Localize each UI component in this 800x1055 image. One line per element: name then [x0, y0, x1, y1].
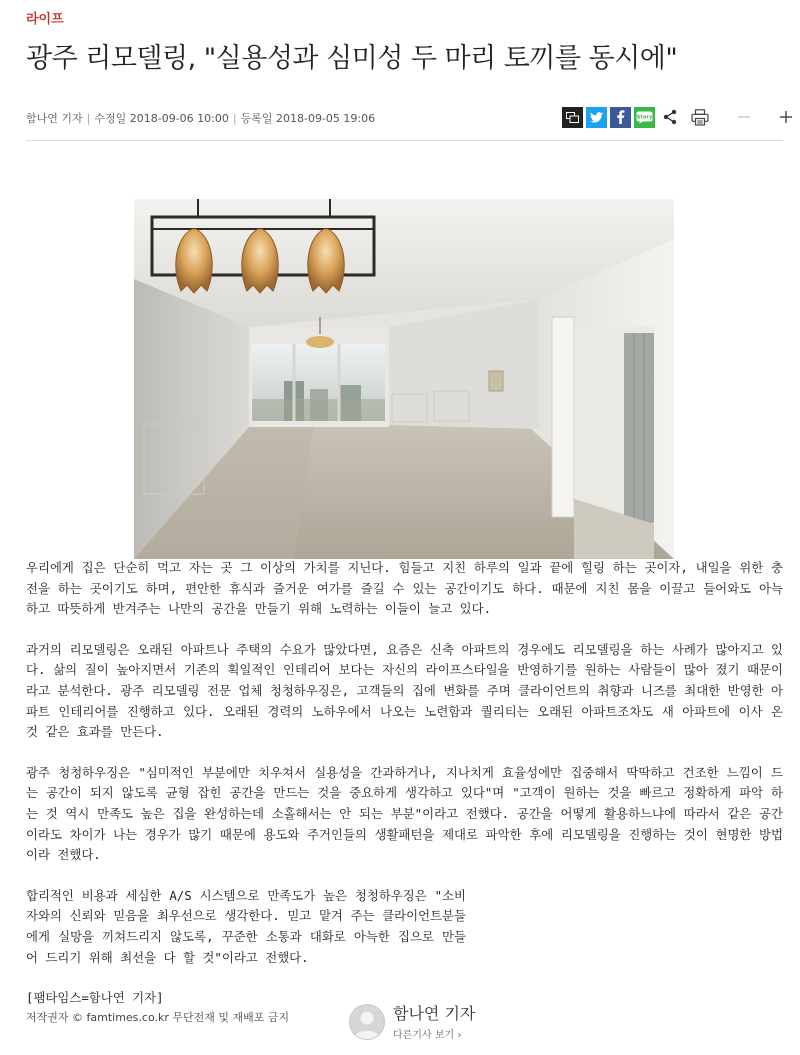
more-articles-link[interactable]: 다른기사 보기 ›	[393, 1030, 462, 1041]
facebook-share-button[interactable]	[610, 107, 631, 128]
copyright-notice: 저작권자 © famtimes.co.kr 무단전재 및 재배포 금지	[26, 1011, 290, 1024]
facebook-icon	[616, 110, 625, 124]
font-increase-icon	[779, 110, 793, 124]
meta-separator: |	[86, 112, 91, 125]
registered-date: 2018-09-05 19:06	[275, 112, 376, 125]
article-paragraph: 과거의 리모델링은 오래된 아파트나 주택의 수요가 많았다면, 요즘은 신축 아파트의 경우에도 리모델링을 하는 사례가 많아지고 있다. 삶의 질이 높아지면서 기존의 획일적인 인테리어 보다는 자신의 라이프스타일을 반영하기를 원하는 사람들이 많아 졌기 때문이라고 분석한다. 광주 리모델링 전문 업체 청청하우징은, 고객들의 집에 변화를 주며 클라이언트의 취향과 니즈를 최대한 반영한 아파트 인테리어를 진행하고 있다. 오래된 경력의 노하우에서 나오는 노련함과 퀄리티는 오래된 아파트조차도 새 아파트에 이사 온 것 같은 효과를 만든다.	[26, 641, 783, 740]
meta-separator: |	[232, 112, 237, 125]
article-meta	[26, 110, 375, 126]
avatar	[349, 1004, 385, 1040]
share-icon	[662, 109, 678, 125]
modified-date: 2018-09-06 10:00	[129, 112, 229, 125]
copy-url-button[interactable]	[562, 107, 583, 128]
kakaostory-icon	[636, 111, 653, 124]
article-paragraph: 광주 청청하우징은 "심미적인 부분에만 치우쳐서 실용성을 간과하거나, 지나치게 효율성에만 집중해서 딱딱하고 건조한 느낌이 드는 공간이 되지 않도록 균형 잡힌 공간을 만드는 것을 중요하게 생각하고 있다"며 "고객이 원하는 것을 빠르고 정확하게 파악 하는 것 역시 만족도 높은 집을 완성하는데 소홀해서는 안 되는 부분"이라고 전했다. 공간을 어떻게 활용하느냐에 따라서 같은 공간이라도 차이가 나는 경우가 많기 때문에 용도와 주거인들의 생활패턴을 제대로 파악한 후에 리모델링을 진행하는 것이 현명한 방법이라 전했다.	[26, 764, 783, 863]
reporter-card[interactable]	[349, 1004, 475, 1041]
section-category[interactable]: 라이프	[26, 12, 64, 27]
registered-label: 등록일	[240, 112, 273, 125]
article-photo	[134, 199, 674, 559]
font-increase-button[interactable]	[775, 106, 797, 128]
reporter-name: 함나연 기자	[26, 112, 83, 125]
copy-url-icon	[566, 112, 579, 123]
twitter-icon	[590, 112, 603, 123]
header-divider	[26, 140, 783, 141]
share-button[interactable]	[659, 106, 681, 128]
twitter-share-button[interactable]	[586, 107, 607, 128]
font-decrease-button[interactable]	[733, 106, 755, 128]
print-icon	[691, 109, 709, 126]
article-title: 광주 리모델링, "실용성과 심미성 두 마리 토끼를 동시에"	[26, 43, 678, 74]
article-byline: [팸타임스=함나연 기자]	[26, 990, 164, 1006]
article-paragraph: 합리적인 비용과 세심한 A/S 시스템으로 만족도가 높은 청청하우징은 "소비자와의 신뢰와 믿음을 최우선으로 생각한다. 믿고 맡겨 주는 클라이언트분들에게 실망을 끼쳐드리지 않도록, 꾸준한 소통과 대화로 아늑한 집으로 만들어 드리기 위해 최선을 다 할 것"이라고 전했다.	[26, 887, 466, 965]
avatar-icon	[350, 1005, 384, 1039]
kakaostory-share-button[interactable]	[634, 107, 655, 128]
article-paragraph: 우리에게 집은 단순히 먹고 자는 곳 그 이상의 가치를 지닌다. 힘들고 지친 하루의 일과 끝에 힐링 하는 곳이자, 내일을 위한 충전을 하는 곳이기도 하며, 편안한 휴식과 즐거운 여가를 즐길 수 있는 공간이기도 하다. 때문에 지친 몸을 이끌고 들어와도 아늑하고 따뜻하게 반겨주는 나만의 공간을 만들기 위해 노력하는 이들이 늘고 있다.	[26, 560, 783, 617]
reporter-card-name[interactable]: 함나연 기자	[393, 1004, 476, 1023]
modified-label: 수정일	[94, 112, 127, 125]
share-toolbar	[562, 106, 797, 128]
print-button[interactable]	[689, 106, 711, 128]
kakaostory-label: Story	[636, 114, 653, 121]
article-body	[26, 558, 783, 1009]
font-decrease-icon	[737, 110, 751, 124]
